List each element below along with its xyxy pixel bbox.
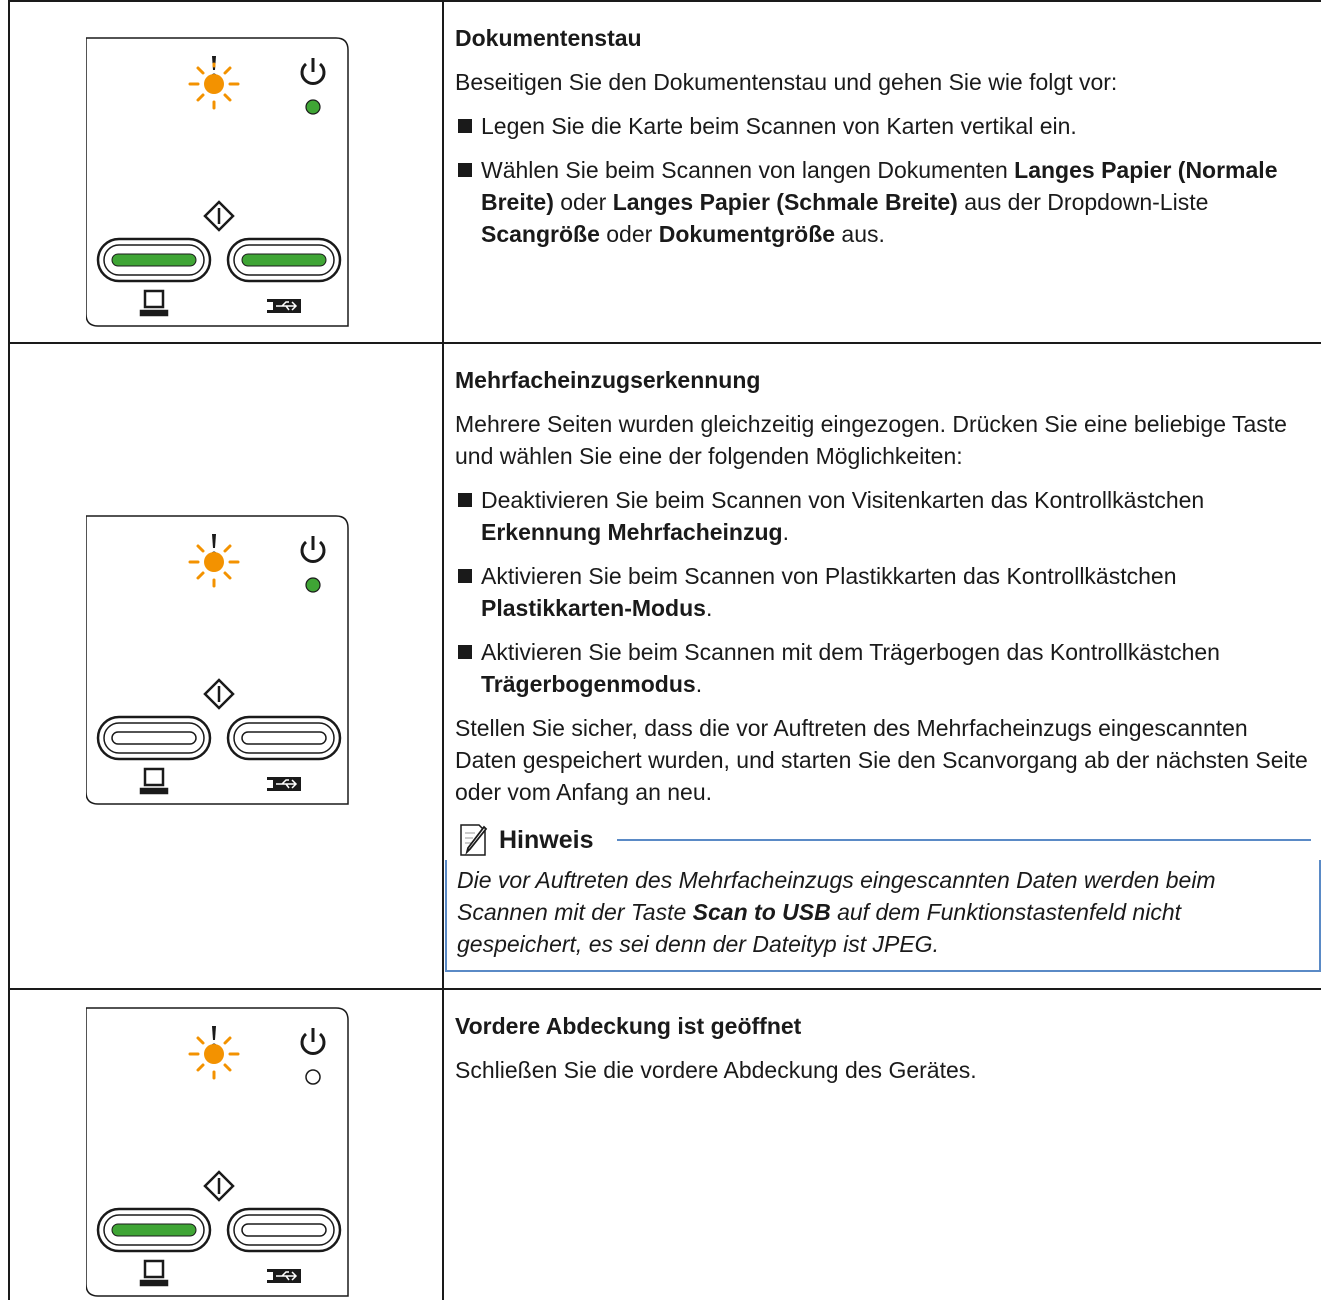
status-intro: Beseitigen Sie den Dokumentenstau und gehen Sie wie folgt vor: bbox=[455, 69, 1118, 95]
error-icon bbox=[190, 56, 238, 108]
control-panel-cell bbox=[10, 990, 444, 1300]
control-panel-illustration bbox=[86, 514, 350, 806]
description-cell bbox=[444, 2, 1321, 342]
usb-scan-button[interactable] bbox=[228, 1209, 340, 1251]
error-icon bbox=[190, 1026, 238, 1078]
control-panel-cell bbox=[10, 344, 444, 988]
pc-scan-button[interactable] bbox=[98, 1209, 210, 1251]
usb-scan-button[interactable] bbox=[228, 717, 340, 759]
start-icon bbox=[205, 202, 233, 230]
status-intro: Schließen Sie die vordere Abdeckung des Gerätes. bbox=[455, 1057, 977, 1083]
control-panel-cell bbox=[10, 2, 444, 342]
table-row bbox=[10, 0, 1321, 344]
status-outro: Stellen Sie sicher, dass die vor Auftreten des Mehrfacheinzugs eingescannten Daten gespeichert wurden, und starten Sie den Scanvorgang ab der nächsten Seite oder vom Anfang an neu. bbox=[455, 715, 1308, 805]
computer-icon bbox=[141, 1261, 167, 1285]
start-icon bbox=[205, 680, 233, 708]
note-title: Hinweis bbox=[499, 826, 594, 854]
status-intro: Mehrere Seiten wurden gleichzeitig eingezogen. Drücken Sie eine beliebige Taste und wählen Sie eine der folgenden Möglichkeiten: bbox=[455, 411, 1287, 469]
description-cell bbox=[444, 990, 1321, 1300]
note-header bbox=[455, 820, 1311, 860]
status-title: Dokumentenstau bbox=[455, 25, 642, 51]
list-item: Wählen Sie beim Scannen von langen Dokumenten Langes Papier (Normale Breite) oder Langes Papier (Schmale Breite) aus der Dropdown-Liste Scangröße oder Dokumentgröße aus. bbox=[455, 154, 1311, 250]
control-panel-illustration bbox=[86, 1006, 350, 1298]
usb-icon bbox=[267, 1269, 301, 1283]
computer-icon bbox=[141, 769, 167, 793]
pc-scan-button[interactable] bbox=[98, 239, 210, 281]
power-icon bbox=[302, 1028, 324, 1053]
note-divider bbox=[617, 839, 1311, 841]
note-text: Die vor Auftreten des Mehrfacheinzugs eingescannten Daten werden beim Scannen mit der Taste Scan to USB auf dem Funktionstastenfeld nicht gespeichert, es sei denn der Dateityp ist JPEG. bbox=[445, 860, 1321, 972]
led-status-table bbox=[8, 0, 1321, 1300]
status-title: Mehrfacheinzugserkennung bbox=[455, 367, 761, 393]
start-icon bbox=[205, 1172, 233, 1200]
pc-scan-button[interactable] bbox=[98, 717, 210, 759]
usb-icon bbox=[267, 777, 301, 791]
note-pencil-icon bbox=[459, 823, 489, 857]
error-icon bbox=[190, 534, 238, 586]
control-panel-illustration bbox=[86, 36, 350, 328]
computer-icon bbox=[141, 291, 167, 315]
note-box bbox=[455, 820, 1311, 972]
usb-icon bbox=[267, 299, 301, 313]
list-item: Aktivieren Sie beim Scannen von Plastikkarten das Kontrollkästchen Plastikkarten-Modus. bbox=[455, 560, 1311, 624]
power-led bbox=[306, 100, 320, 114]
usb-scan-button[interactable] bbox=[228, 239, 340, 281]
description-cell bbox=[444, 344, 1321, 988]
power-icon bbox=[302, 58, 324, 83]
table-row bbox=[10, 344, 1321, 990]
power-led bbox=[306, 1070, 320, 1084]
power-icon bbox=[302, 536, 324, 561]
power-led bbox=[306, 578, 320, 592]
table-row bbox=[10, 990, 1321, 1300]
list-item: Deaktivieren Sie beim Scannen von Visitenkarten das Kontrollkästchen Erkennung Mehrfacheinzug. bbox=[455, 484, 1311, 548]
list-item: Legen Sie die Karte beim Scannen von Karten vertikal ein. bbox=[455, 110, 1311, 142]
status-title: Vordere Abdeckung ist geöffnet bbox=[455, 1013, 802, 1039]
list-item: Aktivieren Sie beim Scannen mit dem Trägerbogen das Kontrollkästchen Trägerbogenmodus. bbox=[455, 636, 1311, 700]
